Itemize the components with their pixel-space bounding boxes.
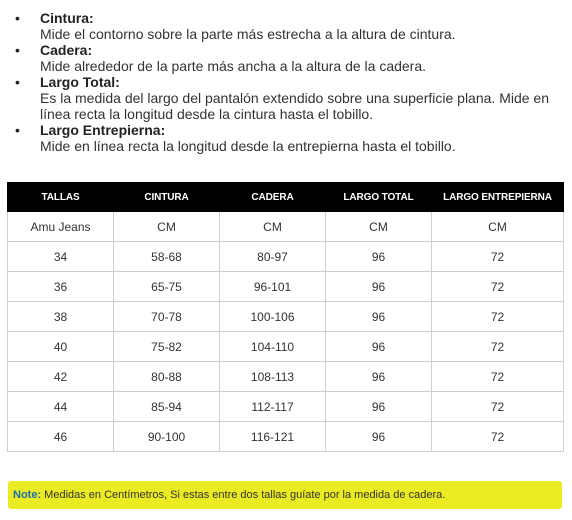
definition-description: Mide alrededor de la parte más ancha a la altura de la cadera.: [40, 58, 427, 74]
table-row: [8, 272, 564, 302]
cell-talla: 36: [8, 272, 114, 302]
table-row: [8, 302, 564, 332]
cell-cadera: 108-113: [220, 362, 326, 392]
cell-largo-entrepierna: 72: [432, 272, 564, 302]
cell-largo-entrepierna: CM: [432, 212, 564, 242]
cell-talla: 46: [8, 422, 114, 452]
cell-cintura: 58-68: [114, 242, 220, 272]
header-cadera: CADERA: [220, 183, 326, 212]
bullet-icon: •: [15, 122, 20, 138]
header-cintura: CINTURA: [114, 183, 220, 212]
cell-largo-entrepierna: 72: [432, 422, 564, 452]
cell-talla: 44: [8, 392, 114, 422]
note-label: Note:: [13, 489, 42, 501]
cell-largo-total: 96: [326, 392, 432, 422]
cell-cintura: 90-100: [114, 422, 220, 452]
definition-term: Cadera:: [40, 42, 93, 58]
cell-cadera: CM: [220, 212, 326, 242]
cell-largo-total: 96: [326, 242, 432, 272]
cell-cintura: 80-88: [114, 362, 220, 392]
note-banner: [8, 481, 562, 509]
table-row: [8, 422, 564, 452]
header-tallas: TALLAS: [8, 183, 114, 212]
header-largo-entrepierna: LARGO ENTREPIERNA: [432, 183, 564, 212]
definition-description: Mide en línea recta la longitud desde la entrepierna hasta el tobillo.: [40, 138, 456, 154]
definition-largo-entrepierna: [0, 122, 572, 154]
cell-cintura: 85-94: [114, 392, 220, 422]
cell-largo-total: 96: [326, 422, 432, 452]
cell-cadera: 96-101: [220, 272, 326, 302]
cell-cadera: 116-121: [220, 422, 326, 452]
header-row: [8, 183, 564, 212]
bullet-icon: •: [15, 10, 20, 26]
definition-description: Mide el contorno sobre la parte más estrecha a la altura de cintura.: [40, 26, 456, 42]
size-table-header: [8, 183, 564, 212]
bullet-icon: •: [15, 74, 20, 90]
cell-largo-entrepierna: 72: [432, 242, 564, 272]
cell-cintura: 70-78: [114, 302, 220, 332]
cell-largo-total: 96: [326, 332, 432, 362]
definition-term: Largo Entrepierna:: [40, 122, 166, 138]
cell-talla: 40: [8, 332, 114, 362]
size-table-body: [8, 212, 564, 452]
cell-cintura: CM: [114, 212, 220, 242]
cell-cintura: 65-75: [114, 272, 220, 302]
cell-cadera: 104-110: [220, 332, 326, 362]
definition-description: Es la medida del largo del pantalón extendido sobre una superficie plana. Mide en línea recta la longitud desde la cintura hasta el tobillo.: [40, 90, 550, 122]
definition-cadera: [0, 42, 572, 74]
cell-talla: Amu Jeans: [8, 212, 114, 242]
cell-largo-total: 96: [326, 362, 432, 392]
definition-term: Cintura:: [40, 10, 94, 26]
definition-term: Largo Total:: [40, 74, 120, 90]
cell-largo-entrepierna: 72: [432, 302, 564, 332]
table-row: [8, 362, 564, 392]
cell-cadera: 112-117: [220, 392, 326, 422]
cell-largo-total: 96: [326, 302, 432, 332]
cell-largo-entrepierna: 72: [432, 392, 564, 422]
table-row: [8, 332, 564, 362]
cell-cadera: 100-106: [220, 302, 326, 332]
units-row: [8, 212, 564, 242]
table-row: [8, 392, 564, 422]
cell-largo-total: 96: [326, 272, 432, 302]
cell-largo-total: CM: [326, 212, 432, 242]
cell-cadera: 80-97: [220, 242, 326, 272]
note-text: Medidas en Centímetros, Si estas entre dos tallas guíate por la medida de cadera.: [41, 489, 446, 501]
table-row: [8, 242, 564, 272]
cell-cintura: 75-82: [114, 332, 220, 362]
definition-largo-total: [0, 74, 572, 122]
size-table: [7, 182, 564, 452]
header-largo-total: LARGO TOTAL: [326, 183, 432, 212]
cell-largo-entrepierna: 72: [432, 362, 564, 392]
measurement-definitions: [0, 10, 572, 154]
cell-talla: 38: [8, 302, 114, 332]
bullet-icon: •: [15, 42, 20, 58]
cell-talla: 42: [8, 362, 114, 392]
cell-talla: 34: [8, 242, 114, 272]
cell-largo-entrepierna: 72: [432, 332, 564, 362]
definition-cintura: [0, 10, 572, 42]
